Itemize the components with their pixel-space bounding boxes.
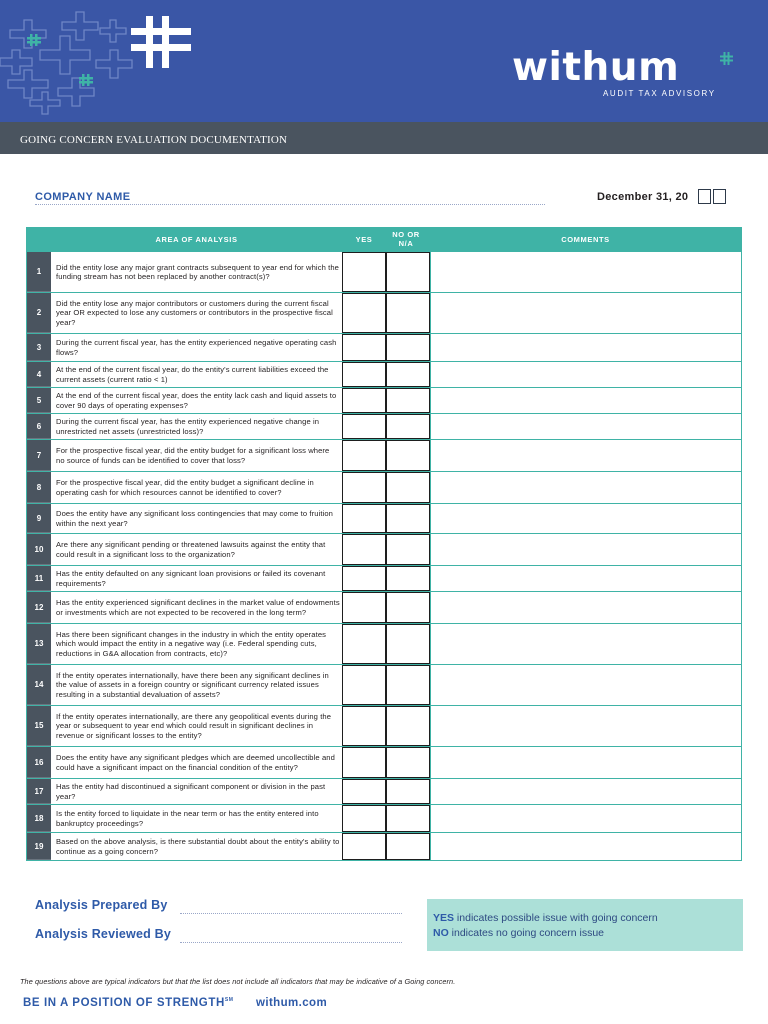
- no-checkbox[interactable]: [386, 252, 430, 292]
- question-text-content: Has the entity experienced significant declines in the market value of endowments or investments which are not expected to be recovered in the long term?: [56, 598, 340, 617]
- footer-tagline: [23, 997, 234, 1009]
- question-text: [56, 504, 340, 533]
- comments-cell[interactable]: [431, 833, 741, 860]
- yes-checkbox[interactable]: [342, 504, 386, 533]
- legend-no-key: NO: [433, 927, 449, 939]
- legend-no-text: indicates no going concern issue: [448, 927, 605, 939]
- question-text-content: Did the entity lose any major grant contracts subsequent to year end for which the funding stream has not been replaced by another contract(s)?: [56, 262, 339, 281]
- question-text: [56, 534, 340, 565]
- question-text: [56, 440, 340, 471]
- logo-cross-icon: [720, 52, 733, 65]
- no-checkbox[interactable]: [386, 472, 430, 503]
- table-header: [27, 227, 741, 251]
- comments-cell[interactable]: [431, 779, 741, 804]
- yes-checkbox[interactable]: [342, 252, 386, 292]
- company-name-label: COMPANY NAME: [35, 191, 131, 203]
- question-text-content: Is the entity forced to liquidate in the near term or has the entity entered into bankruptcy proceedings?: [56, 809, 319, 828]
- yes-checkbox[interactable]: [342, 334, 386, 361]
- cross-pattern-graphic: [0, 0, 200, 122]
- legend-yes-key: YES: [433, 912, 455, 924]
- question-text-content: Has the entity defaulted on any signicant loan provisions or failed its covenant requirements?: [56, 569, 326, 588]
- comments-cell[interactable]: [431, 388, 741, 413]
- table-row: [27, 471, 741, 503]
- no-checkbox[interactable]: [386, 534, 430, 565]
- header-yes: YES: [355, 234, 373, 244]
- no-checkbox[interactable]: [386, 805, 430, 832]
- table-row: [27, 413, 741, 439]
- reviewed-by-label: Analysis Reviewed By: [35, 927, 172, 941]
- yes-checkbox[interactable]: [342, 624, 386, 664]
- title-banner: [0, 122, 768, 154]
- no-checkbox[interactable]: [386, 779, 430, 804]
- no-checkbox[interactable]: [386, 504, 430, 533]
- yes-checkbox[interactable]: [342, 833, 386, 860]
- row-number: 19: [27, 833, 51, 860]
- row-number: 5: [27, 388, 51, 413]
- question-text: [56, 362, 340, 387]
- question-text: [56, 665, 340, 705]
- no-checkbox[interactable]: [386, 334, 430, 361]
- analysis-table: [26, 227, 742, 861]
- row-number: 12: [27, 592, 51, 623]
- question-text-content: Has the entity had discontinued a significant component or division in the past year?: [56, 782, 326, 801]
- question-text: [56, 833, 340, 860]
- question-text: [56, 252, 340, 292]
- row-number: 11: [27, 566, 51, 591]
- comments-cell[interactable]: [431, 624, 741, 664]
- question-text-content: At the end of the current fiscal year, does the entity lack cash and liquid assets to cover 90 days of operating expenses?: [56, 391, 337, 410]
- service-mark: SM: [224, 997, 234, 1004]
- question-text-content: If the entity operates internationally, have there been any significant declines in the value of assets in a foreign country or significant currency related issues resulting in a substantial devaluation of assets?: [56, 671, 329, 699]
- table-row: [27, 533, 741, 565]
- row-number: 17: [27, 779, 51, 804]
- question-text-content: Based on the above analysis, is there substantial doubt about the entity's ability to continue as a going concern?: [56, 837, 340, 856]
- yes-checkbox[interactable]: [342, 566, 386, 591]
- no-checkbox[interactable]: [386, 293, 430, 333]
- question-text: [56, 747, 340, 778]
- yes-checkbox[interactable]: [342, 414, 386, 439]
- question-text: [56, 566, 340, 591]
- date-label: December 31, 20: [597, 191, 689, 203]
- table-row: [27, 746, 741, 778]
- footer-tagline-text: BE IN A POSITION OF STRENGTH: [23, 997, 225, 1009]
- logo-wordmark: withum: [512, 45, 680, 90]
- prepared-by-field[interactable]: [180, 913, 402, 914]
- yes-checkbox[interactable]: [342, 805, 386, 832]
- table-row: [27, 292, 741, 333]
- row-number: 6: [27, 414, 51, 439]
- question-text-content: For the prospective fiscal year, did the entity budget a significant decline in operating cash for which resources cannot be identified to cover?: [56, 478, 314, 497]
- no-checkbox[interactable]: [386, 440, 430, 471]
- reviewed-by-field[interactable]: [180, 942, 402, 943]
- row-number: 3: [27, 334, 51, 361]
- table-row: [27, 804, 741, 832]
- company-name-field[interactable]: [35, 204, 545, 205]
- no-checkbox[interactable]: [386, 624, 430, 664]
- footnote: The questions above are typical indicators but that the list does not include all indicators that may be indicative of a Going concern.: [20, 977, 456, 986]
- question-text-content: At the end of the current fiscal year, do the entity's current liabilities exceed the current assets (current ratio < 1): [56, 365, 329, 384]
- comments-cell[interactable]: [431, 504, 741, 533]
- row-number: 7: [27, 440, 51, 471]
- yes-checkbox[interactable]: [342, 665, 386, 705]
- row-number: 1: [27, 252, 51, 292]
- no-checkbox[interactable]: [386, 362, 430, 387]
- no-checkbox[interactable]: [386, 706, 430, 746]
- page-title: GOING CONCERN EVALUATION DOCUMENTATION: [20, 134, 288, 146]
- no-checkbox[interactable]: [386, 592, 430, 623]
- yes-checkbox[interactable]: [342, 706, 386, 746]
- question-text: [56, 388, 340, 413]
- table-row: [27, 251, 741, 292]
- comments-cell[interactable]: [431, 534, 741, 565]
- table-row: [27, 387, 741, 413]
- question-text-content: Has there been significant changes in the industry in which the entity operates which would impact the entity in a negative way (i.e. Federal spending cuts, reductions in G&A allocation from contracts, etc)?: [56, 630, 327, 658]
- comments-cell[interactable]: [431, 362, 741, 387]
- row-number: 13: [27, 624, 51, 664]
- row-number: 16: [27, 747, 51, 778]
- table-row: [27, 439, 741, 471]
- no-checkbox[interactable]: [386, 388, 430, 413]
- question-text: [56, 779, 340, 804]
- question-text-content: During the current fiscal year, has the entity experienced negative change in unrestricted net assets (unrestricted loss)?: [56, 417, 320, 436]
- legend-no-line: [433, 926, 737, 941]
- row-number: 9: [27, 504, 51, 533]
- question-text: [56, 706, 340, 746]
- no-checkbox[interactable]: [386, 747, 430, 778]
- table-row: [27, 778, 741, 804]
- logo-tagline: AUDIT TAX ADVISORY: [603, 89, 716, 98]
- yes-checkbox[interactable]: [342, 779, 386, 804]
- table-row: [27, 565, 741, 591]
- question-text-content: Does the entity have any significant pledges which are deemed uncollectible and could have a significant impact on the financial condition of the entity?: [56, 753, 335, 772]
- question-text-content: For the prospective fiscal year, did the entity budget for a significant loss where no source of funds can be identified to cover that loss?: [56, 446, 330, 465]
- question-text: [56, 414, 340, 439]
- header-bar: [0, 0, 768, 122]
- row-number: 4: [27, 362, 51, 387]
- comments-cell[interactable]: [431, 592, 741, 623]
- table-row: [27, 591, 741, 623]
- question-text: [56, 805, 340, 832]
- header-no-or-na: NO OR N/A: [392, 230, 420, 248]
- no-checkbox[interactable]: [386, 665, 430, 705]
- comments-cell[interactable]: [431, 414, 741, 439]
- no-checkbox[interactable]: [386, 566, 430, 591]
- comments-cell[interactable]: [431, 293, 741, 333]
- row-number: 14: [27, 665, 51, 705]
- legend-yes-line: [433, 911, 737, 926]
- yes-checkbox[interactable]: [342, 440, 386, 471]
- header-area-of-analysis: AREA OF ANALYSIS: [155, 234, 238, 244]
- year-digit-box-1[interactable]: [698, 189, 711, 204]
- no-checkbox[interactable]: [386, 833, 430, 860]
- question-text: [56, 293, 340, 333]
- table-body: [27, 251, 741, 860]
- prepared-by-label: Analysis Prepared By: [35, 898, 168, 912]
- comments-cell[interactable]: [431, 747, 741, 778]
- table-row: [27, 664, 741, 705]
- website-link[interactable]: withum.com: [256, 997, 328, 1009]
- comments-cell[interactable]: [431, 440, 741, 471]
- answer-legend: [427, 899, 743, 951]
- table-row: [27, 705, 741, 746]
- legend-yes-text: indicates possible issue with going concern: [454, 912, 658, 924]
- table-row: [27, 832, 741, 860]
- comments-cell[interactable]: [431, 566, 741, 591]
- yes-checkbox[interactable]: [342, 388, 386, 413]
- yes-checkbox[interactable]: [342, 293, 386, 333]
- question-text: [56, 334, 340, 361]
- question-text: [56, 472, 340, 503]
- table-row: [27, 623, 741, 664]
- table-row: [27, 361, 741, 387]
- table-row: [27, 333, 741, 361]
- withum-logo[interactable]: [512, 45, 716, 98]
- row-number: 2: [27, 293, 51, 333]
- question-text-content: During the current fiscal year, has the entity experienced negative operating cash flows?: [56, 338, 337, 357]
- question-text: [56, 592, 340, 623]
- year-digit-box-2[interactable]: [713, 189, 726, 204]
- yes-checkbox[interactable]: [342, 534, 386, 565]
- question-text-content: Does the entity have any significant loss contingencies that may come to fruition within the next year?: [56, 509, 333, 528]
- comments-cell[interactable]: [431, 665, 741, 705]
- comments-cell[interactable]: [431, 805, 741, 832]
- comments-cell[interactable]: [431, 334, 741, 361]
- question-text-content: Did the entity lose any major contributors or customers during the current fiscal year OR expected to lose any customers or contributors in the prospective fiscal year?: [56, 299, 333, 327]
- row-number: 18: [27, 805, 51, 832]
- comments-cell[interactable]: [431, 472, 741, 503]
- yes-checkbox[interactable]: [342, 472, 386, 503]
- row-number: 10: [27, 534, 51, 565]
- question-text-content: If the entity operates internationally, are there any geopolitical events during the year or subsequent to year end which could result in significant declines in revenue or significant losses to the entity?: [56, 712, 332, 740]
- table-row: [27, 503, 741, 533]
- yes-checkbox[interactable]: [342, 747, 386, 778]
- question-text-content: Are there any significant pending or threatened lawsuits against the entity that could result in a significant loss to the organization?: [56, 540, 326, 559]
- yes-checkbox[interactable]: [342, 362, 386, 387]
- row-number: 8: [27, 472, 51, 503]
- question-text: [56, 624, 340, 664]
- comments-cell[interactable]: [431, 252, 741, 292]
- header-comments: COMMENTS: [561, 234, 610, 244]
- row-number: 15: [27, 706, 51, 746]
- comments-cell[interactable]: [431, 706, 741, 746]
- no-checkbox[interactable]: [386, 414, 430, 439]
- yes-checkbox[interactable]: [342, 592, 386, 623]
